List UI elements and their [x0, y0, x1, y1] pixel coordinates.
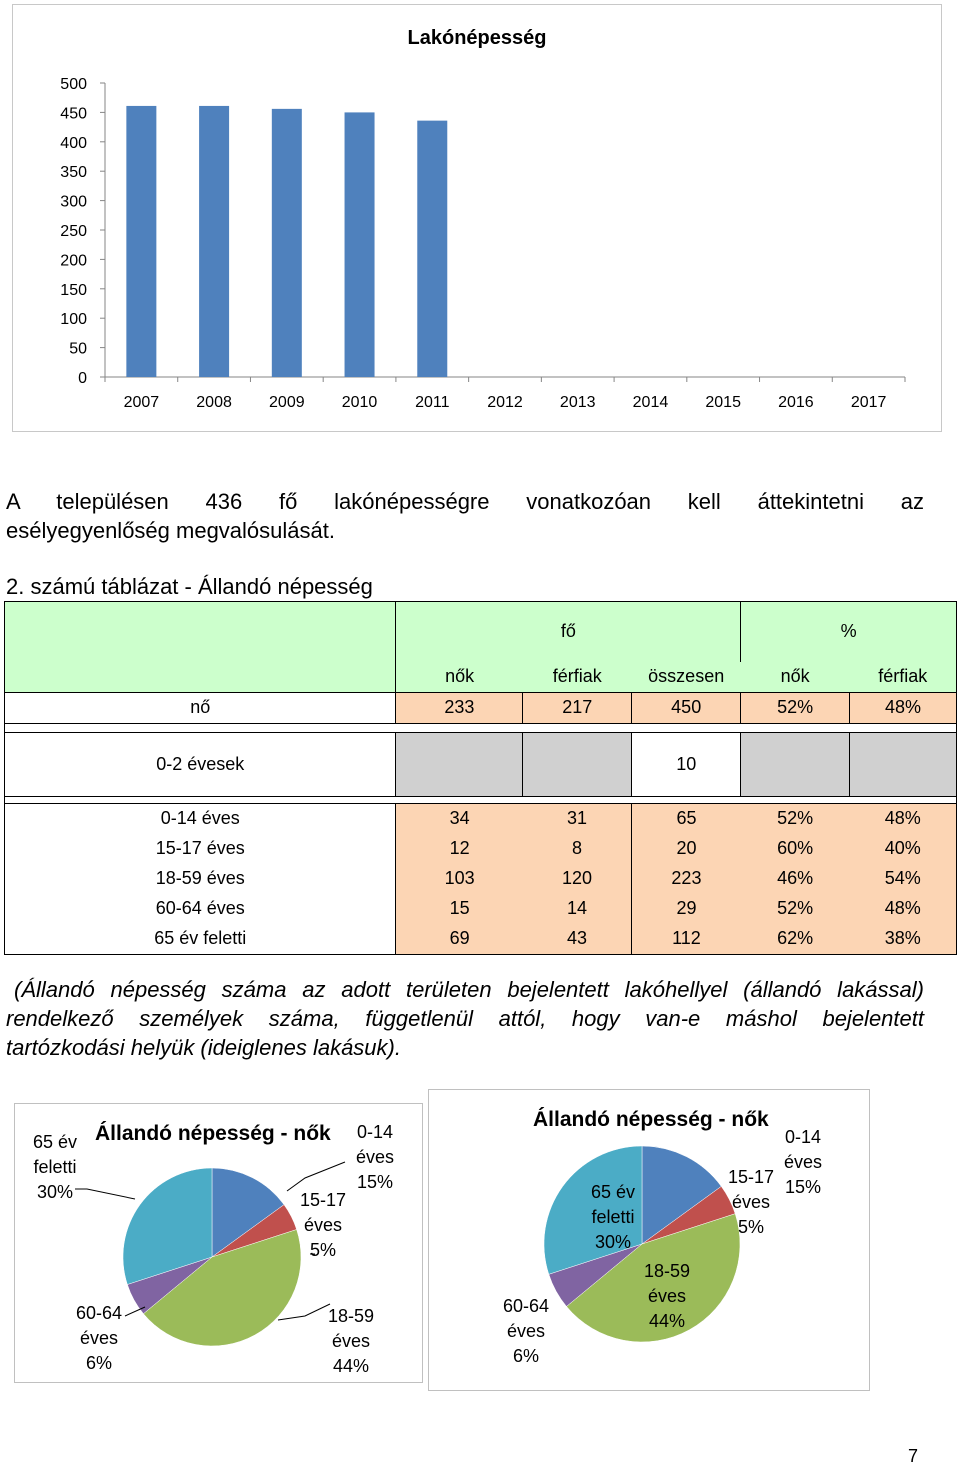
- pie-label-65: 65 év feletti 30%: [32, 1132, 78, 1202]
- row-label: 0-14 éves: [5, 803, 396, 834]
- row-label: 60-64 éves: [5, 894, 396, 924]
- cell: 223: [632, 864, 741, 894]
- y-tick-label: 50: [69, 340, 87, 358]
- pie-chart-2: [428, 1089, 870, 1391]
- cell: 217: [523, 692, 632, 723]
- note-line-1: (Állandó népesség száma az adott területen bejelentett lakóhellyel (állandó lakással): [14, 977, 924, 1002]
- x-tick-label: 2012: [487, 394, 523, 411]
- table-row-0-2: [5, 732, 957, 796]
- grey-cell: [523, 732, 632, 796]
- cell: 54%: [850, 864, 957, 894]
- cell: 48%: [850, 894, 957, 924]
- table-row-age: [5, 864, 957, 894]
- bar-chart-title: Lakónépesség: [407, 27, 547, 49]
- pie-label-60-64: 60-64 éves 6%: [75, 1303, 123, 1373]
- pie-chart-1: [14, 1103, 423, 1383]
- row-label: nő: [5, 692, 396, 723]
- cell: 40%: [850, 834, 957, 864]
- y-tick-label: 400: [60, 134, 87, 152]
- bar-chart-lakonepesseg: [12, 4, 942, 432]
- pie-label-18-59: 18-59 éves 44%: [643, 1261, 691, 1331]
- x-tick-label: 2010: [341, 394, 378, 411]
- cell: 69: [396, 924, 523, 955]
- y-tick-label: 100: [60, 311, 87, 329]
- cell: 112: [632, 924, 741, 955]
- table-row-no: [5, 692, 957, 723]
- page-number: 7: [908, 1446, 919, 1466]
- row-label: 65 év feletti: [5, 924, 396, 955]
- header-fo: fő: [396, 602, 741, 662]
- table-row-age: [5, 803, 957, 834]
- sub-header-nok: nők: [396, 662, 523, 693]
- sub-header-ferfiak-pct: férfiak: [850, 662, 957, 693]
- cell: 62%: [741, 924, 850, 955]
- cell: 450: [632, 692, 741, 723]
- intro-line-1: A településen 436 fő lakónépességre vonatkozóan kell áttekintetni az: [6, 489, 924, 514]
- x-tick-label: 2007: [123, 394, 160, 411]
- pie-label-65: 65 év feletti 30%: [590, 1182, 636, 1252]
- cell: 20: [632, 834, 741, 864]
- x-tick-label: 2015: [705, 394, 741, 411]
- grey-cell: [850, 732, 957, 796]
- row-label: 15-17 éves: [5, 834, 396, 864]
- spacer-row: [5, 796, 957, 803]
- x-tick-label: 2011: [415, 394, 450, 411]
- table-row-age: [5, 834, 957, 864]
- cell: 38%: [850, 924, 957, 955]
- cell: 120: [523, 864, 632, 894]
- sub-header-osszesen: összesen: [632, 662, 741, 693]
- cell: 34: [396, 803, 523, 834]
- pie-label-0-14: 0-14 éves 15%: [783, 1127, 823, 1197]
- y-tick-label: 450: [60, 105, 87, 123]
- pie-label-18-59: 18-59 éves 44%: [327, 1306, 375, 1376]
- sub-header-nok-pct: nők: [741, 662, 850, 693]
- bar: [126, 106, 156, 377]
- x-tick-label: 2013: [559, 394, 596, 411]
- x-tick-label: 2017: [850, 394, 887, 411]
- cell: 14: [523, 894, 632, 924]
- leader-line: [287, 1162, 345, 1191]
- cell: 52%: [741, 803, 850, 834]
- table-corner-cell: [5, 602, 396, 693]
- y-tick-label: 300: [60, 193, 87, 211]
- pie-label-15-17: 15-17 éves 5%: [299, 1190, 347, 1260]
- cell: 29: [632, 894, 741, 924]
- note-line-2: rendelkező személyek száma, függetlenül attól, hogy van-e máshol bejelentett: [6, 1006, 924, 1031]
- header-percent: %: [741, 602, 957, 662]
- pie-label-60-64: 60-64 éves 6%: [502, 1296, 550, 1366]
- bar: [199, 106, 229, 377]
- pie-label-0-14: 0-14 éves 15%: [355, 1122, 395, 1192]
- y-tick-label: 350: [60, 164, 87, 182]
- cell: 12: [396, 834, 523, 864]
- cell: 65: [632, 803, 741, 834]
- x-tick-label: 2008: [196, 394, 232, 411]
- row-label: 0-2 évesek: [5, 732, 396, 796]
- y-tick-label: 0: [78, 370, 87, 387]
- table-heading: 2. számú táblázat - Állandó népesség: [6, 574, 373, 599]
- cell: 60%: [741, 834, 850, 864]
- cell: 46%: [741, 864, 850, 894]
- bar: [417, 121, 447, 377]
- cell: 52%: [741, 692, 850, 723]
- spacer-row: [5, 723, 957, 732]
- row-label: 18-59 éves: [5, 864, 396, 894]
- sub-header-ferfiak: férfiak: [523, 662, 632, 693]
- cell: 103: [396, 864, 523, 894]
- cell: 10: [632, 732, 741, 796]
- table-row-age: [5, 924, 957, 955]
- population-table: [4, 601, 957, 955]
- intro-line-2: esélyegyenlőség megvalósulását.: [6, 518, 335, 543]
- cell: 43: [523, 924, 632, 955]
- table-group-header-row: [5, 602, 957, 662]
- bar: [345, 112, 375, 377]
- y-tick-label: 500: [60, 76, 87, 93]
- y-tick-label: 250: [60, 223, 87, 240]
- cell: 52%: [741, 894, 850, 924]
- x-tick-label: 2009: [269, 394, 305, 411]
- x-tick-label: 2014: [632, 394, 669, 411]
- intro-paragraph: [6, 487, 924, 545]
- note-line-3: tartózkodási helyük (ideiglenes lakásuk).: [6, 1035, 401, 1060]
- y-tick-label: 150: [60, 281, 87, 299]
- pie-label-15-17: 15-17 éves 5%: [727, 1167, 775, 1237]
- x-tick-label: 2016: [778, 394, 814, 411]
- note-paragraph: [6, 975, 924, 1062]
- cell: 15: [396, 894, 523, 924]
- pie-title: Állandó népesség - nők: [95, 1122, 331, 1145]
- cell: 233: [396, 692, 523, 723]
- table-row-age: [5, 894, 957, 924]
- bar-chart-svg: [13, 5, 941, 431]
- cell: 48%: [850, 803, 957, 834]
- pie-title: Állandó népesség - nők: [533, 1108, 769, 1131]
- cell: 8: [523, 834, 632, 864]
- bar: [272, 109, 302, 377]
- cell: 31: [523, 803, 632, 834]
- cell: 48%: [850, 692, 957, 723]
- y-tick-label: 200: [60, 252, 87, 270]
- grey-cell: [741, 732, 850, 796]
- grey-cell: [396, 732, 523, 796]
